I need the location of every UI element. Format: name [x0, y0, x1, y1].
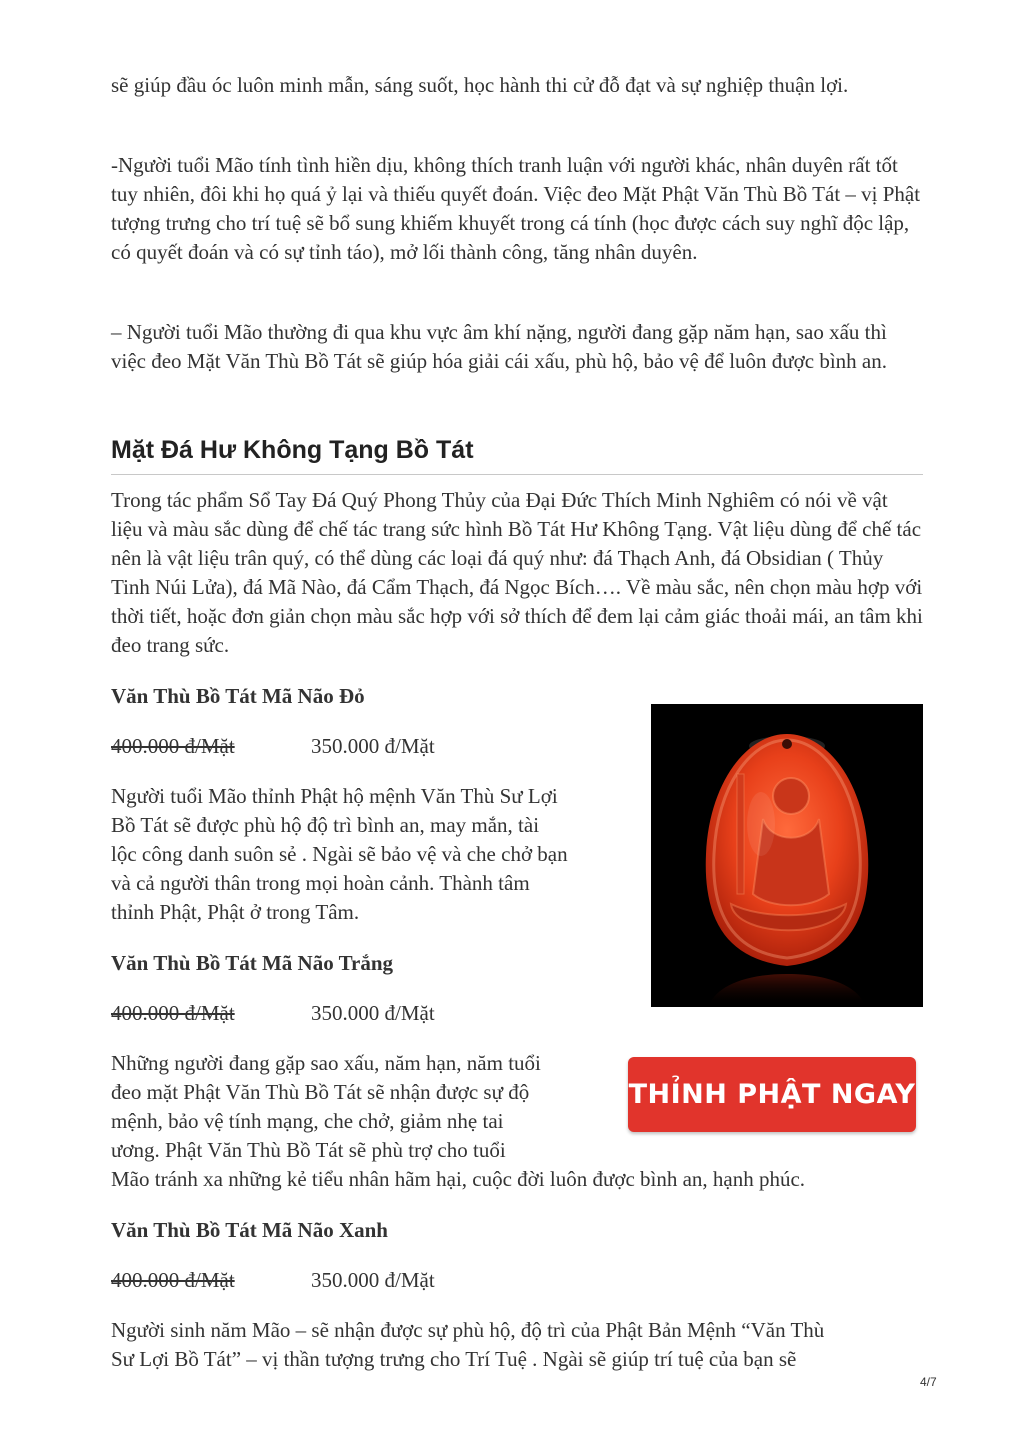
product-title-red: Văn Thù Bồ Tát Mã Não Đỏ — [111, 684, 365, 708]
product-desc-green — [111, 1316, 824, 1374]
desc-line: thỉnh Phật, Phật ở trong Tâm. — [111, 900, 360, 924]
desc-line: ương. Phật Văn Thù Bồ Tát sẽ phù trợ cho tuổi — [111, 1138, 506, 1162]
desc-line: Người sinh năm Mão – sẽ nhận được sự phù hộ, độ trì của Phật Bản Mệnh “Văn Thù — [111, 1318, 825, 1342]
desc-line: Sư Lợi Bồ Tát” – vị thần tượng trưng cho Trí Tuệ . Ngài sẽ giúp trí tuệ của bạn sẽ — [111, 1347, 797, 1371]
desc-line: Bồ Tát sẽ được phù hộ độ trì bình an, may mắn, tài — [111, 813, 540, 837]
page-number: 4/7 — [920, 1375, 937, 1389]
product-price-green — [111, 1266, 435, 1295]
old-price: 400.000 đ/Mặt — [111, 1268, 235, 1292]
product-price-red — [111, 732, 435, 761]
product-desc-red — [111, 782, 568, 927]
desc-line: Người tuổi Mão thỉnh Phật hộ mệnh Văn Thù Sư Lợi — [111, 784, 558, 808]
desc-line: Mão tránh xa những kẻ tiểu nhân hãm hại, cuộc đời luôn được bình an, hạnh phúc. — [111, 1167, 806, 1191]
new-price: 350.000 đ/Mặt — [311, 734, 435, 758]
product-title-green: Văn Thù Bồ Tát Mã Não Xanh — [111, 1218, 388, 1242]
section-heading: Mặt Đá Hư Không Tạng Bồ Tát — [111, 436, 474, 464]
desc-line: Những người đang gặp sao xấu, năm hạn, năm tuổi — [111, 1051, 541, 1075]
desc-line: đeo mặt Phật Văn Thù Bồ Tát sẽ nhận được sự độ — [111, 1080, 530, 1104]
section-intro: Trong tác phẩm Sổ Tay Đá Quý Phong Thủy của Đại Đức Thích Minh Nghiêm có nói về vật liệu và màu sắc dùng để chế tác trang sức hình Bồ Tát Hư Không Tạng. Vật liệu dùng để chế tác nên là vật liệu trân quý, có thể dùng các loại đá quý như: đá Thạch Anh, đá Obsidian ( Thủy Tinh Núi Lửa), đá Mã Nào, đá Cẩm Thạch, đá Ngọc Bích…. Về màu sắc, nên chọn màu hợp với thời tiết, hoặc đơn giản chọn màu sắc hợp với sở thích để đem lại cảm giác thoải mái, an tâm khi đeo trang sức. — [111, 488, 923, 657]
heading-divider — [111, 474, 923, 475]
paragraph-personality: -Người tuổi Mão tính tình hiền dịu, không thích tranh luận với người khác, nhân duyên rất tốt tuy nhiên, đôi khi họ quá ỷ lại và thiếu quyết đoán. Việc đeo Mặt Phật Văn Thù Bồ Tát – vị Phật tượng trưng cho trí tuệ sẽ bổ sung khiếm khuyết trong cá tính (học được cách suy nghĩ độc lập, có quyết đoán và có sự tỉnh táo), mở lối thành công, tăng nhân duyên. — [111, 153, 921, 264]
thinh-phat-ngay-button[interactable]: THỈNH PHẬT NGAY — [628, 1057, 916, 1132]
desc-line: và cả người thân trong mọi hoàn cảnh. Thành tâm — [111, 871, 530, 895]
pendant-illustration — [651, 704, 923, 1007]
desc-line: mệnh, bảo vệ tính mạng, che chở, giảm nhẹ tai — [111, 1109, 504, 1133]
product-price-white — [111, 999, 435, 1028]
paragraph-protection: – Người tuổi Mão thường đi qua khu vực âm khí nặng, người đang gặp năm hạn, sao xấu thì việc đeo Mặt Văn Thù Bồ Tát sẽ giúp hóa giải cái xấu, phù hộ, bảo vệ để luôn được bình an. — [111, 320, 887, 373]
desc-line: lộc công danh suôn sẻ . Ngài sẽ bảo vệ và che chở bạn — [111, 842, 568, 866]
new-price: 350.000 đ/Mặt — [311, 1001, 435, 1025]
product-title-white: Văn Thù Bồ Tát Mã Não Trắng — [111, 951, 394, 975]
old-price: 400.000 đ/Mặt — [111, 734, 235, 758]
new-price: 350.000 đ/Mặt — [311, 1268, 435, 1292]
product-image-red-agate-pendant — [651, 704, 923, 1007]
paragraph-intelligence: sẽ giúp đầu óc luôn minh mẫn, sáng suốt, học hành thi cử đỗ đạt và sự nghiệp thuận lợi. — [111, 73, 849, 97]
old-price: 400.000 đ/Mặt — [111, 1001, 235, 1025]
